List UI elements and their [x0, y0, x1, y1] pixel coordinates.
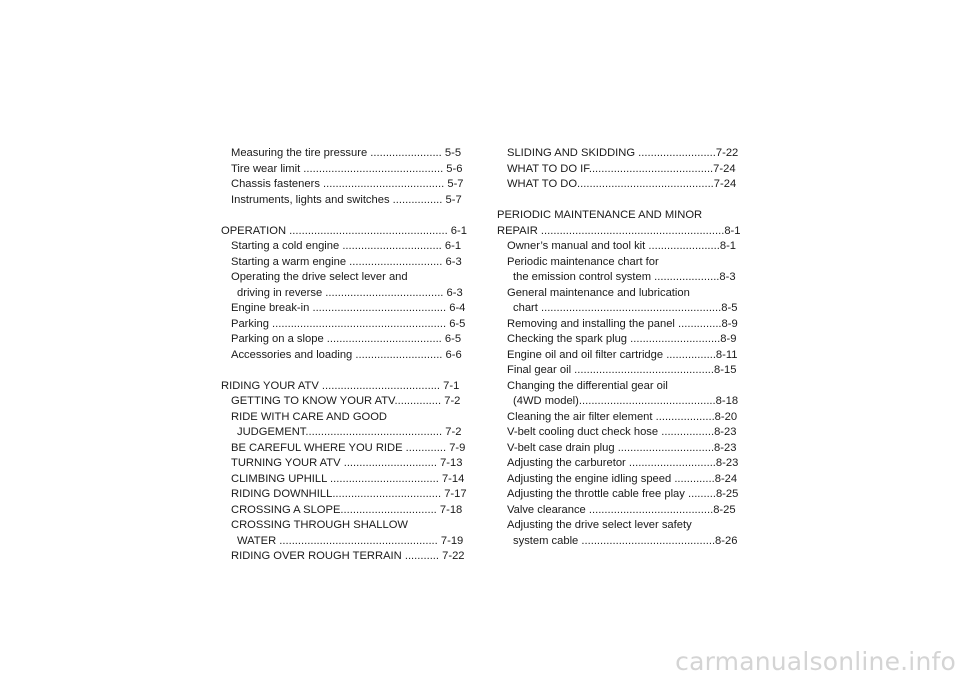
- toc-right-column: [497, 146, 742, 549]
- toc-entry: Instruments, lights and switches ................ 5-7: [231, 193, 462, 206]
- toc-entry: V-belt cooling duct check hose .................8-23: [507, 426, 737, 438]
- toc-entry: Accessories and loading ............................ 6-6: [231, 348, 462, 361]
- section-gap: [221, 363, 467, 379]
- toc-entry: driving in reverse ...................................... 6-3: [237, 286, 463, 299]
- toc-entry: RIDING OVER ROUGH TERRAIN ........... 7-22: [231, 550, 465, 562]
- toc-entry: WATER ................................................... 7-19: [237, 534, 464, 547]
- toc-entry: Measuring the tire pressure ....................... 5-5: [231, 147, 462, 159]
- toc-entry: Chassis fasteners ....................................... 5-7: [231, 178, 464, 190]
- toc-entry: the emission control system .....................8-3: [513, 271, 736, 283]
- toc-entry: BE CAREFUL WHERE YOU RIDE ............. 7-9: [231, 441, 466, 454]
- section-gap: [221, 208, 467, 224]
- toc-entry: CROSSING THROUGH SHALLOW: [231, 519, 408, 531]
- toc-entry: Engine break-in ........................................... 6-4: [231, 302, 466, 314]
- section-gap: [497, 193, 742, 209]
- watermark-text: carmanualsonline.info: [675, 647, 956, 676]
- toc-entry: Checking the spark plug .............................8-9: [507, 333, 737, 345]
- toc-entry: Owner’s manual and tool kit .......................8-1: [507, 240, 737, 252]
- toc-entry: WHAT TO DO IF........................................7-24: [507, 162, 736, 175]
- toc-entry: GETTING TO KNOW YOUR ATV............... 7-2: [231, 395, 461, 407]
- toc-entry: system cable ...........................................8-26: [513, 534, 738, 547]
- toc-entry: CROSSING A SLOPE............................... 7-18: [231, 503, 463, 516]
- toc-entry: WHAT TO DO............................................7-24: [507, 178, 737, 190]
- toc-entry: Final gear oil .............................................8-15: [507, 364, 737, 376]
- toc-entry: V-belt case drain plug ...............................8-23: [507, 441, 737, 454]
- toc-entry: Tire wear limit ............................................. 5-6: [231, 162, 463, 175]
- toc-entry: Cleaning the air filter element ...................8-20: [507, 410, 738, 423]
- toc-left-column: [221, 146, 467, 565]
- toc-entry: RIDE WITH CARE AND GOOD: [231, 410, 388, 423]
- toc-entry: Valve clearance ........................................8-25: [507, 503, 736, 516]
- toc-entry: General maintenance and lubrication: [507, 286, 690, 299]
- toc-entry: chart ..........................................................8-5: [513, 302, 738, 314]
- toc-entry: Starting a cold engine ................................ 6-1: [231, 240, 462, 252]
- toc-entry: (4WD model)............................................8-18: [513, 395, 739, 407]
- toc-entry: Parking ........................................................ 6-5: [231, 317, 466, 330]
- toc-entry: Removing and installing the panel ..............8-9: [507, 317, 738, 330]
- toc-entry: Starting a warm engine .............................. 6-3: [231, 255, 462, 268]
- toc-entry: Adjusting the carburetor ............................8-23: [507, 457, 739, 469]
- toc-chapter-heading: PERIODIC MAINTENANCE AND MINOR: [497, 209, 703, 221]
- toc-entry: TURNING YOUR ATV .............................. 7-13: [231, 457, 463, 469]
- toc-chapter-heading: REPAIR ...........................................................8-1: [497, 224, 741, 237]
- toc-chapter-heading: OPERATION ................................................... 6-1: [221, 224, 467, 237]
- toc-entry: CLIMBING UPHILL ................................... 7-14: [231, 472, 465, 485]
- toc-entry: JUDGEMENT............................................ 7-2: [237, 426, 462, 438]
- toc-chapter-heading: RIDING YOUR ATV ...................................... 7-1: [221, 379, 460, 392]
- toc-entry: Engine oil and oil filter cartridge ................8-11: [507, 348, 738, 361]
- toc-entry: Changing the differential gear oil: [507, 379, 668, 392]
- toc-entry: Adjusting the drive select lever safety: [507, 519, 692, 531]
- toc-entry: Parking on a slope ..................................... 6-5: [231, 333, 462, 345]
- toc-entry: Operating the drive select lever and: [231, 271, 408, 283]
- toc-entry: SLIDING AND SKIDDING .........................7-22: [507, 147, 739, 159]
- toc-entry: Adjusting the throttle cable free play .........8-25: [507, 488, 739, 500]
- toc-entry: Periodic maintenance chart for: [507, 255, 659, 268]
- toc-entry: Adjusting the engine idling speed .............8-24: [507, 472, 738, 485]
- toc-entry: RIDING DOWNHILL................................... 7-17: [231, 488, 467, 500]
